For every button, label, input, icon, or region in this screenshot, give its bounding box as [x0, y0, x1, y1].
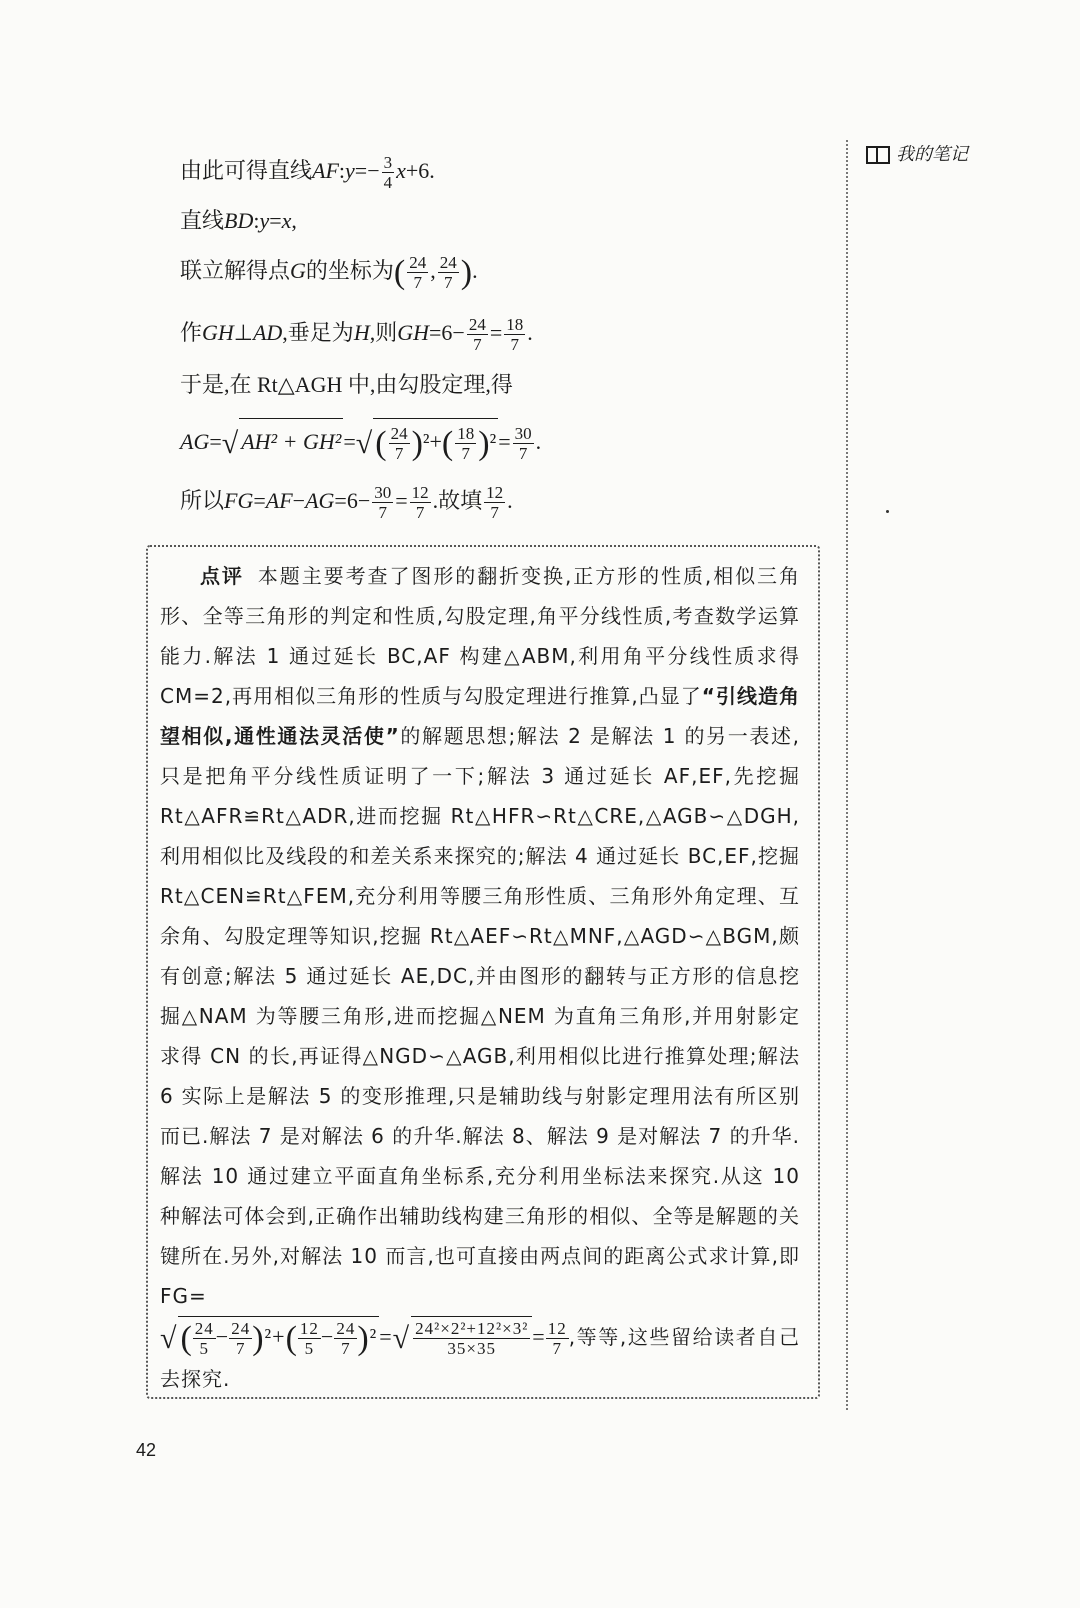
- var: y: [259, 208, 270, 233]
- comment-tail: ,等等,这些留给读者自己去探究.: [160, 1325, 800, 1391]
- text: 的坐标为: [305, 258, 394, 283]
- text: 所以: [180, 488, 225, 513]
- line-fg: [180, 478, 513, 524]
- text: =: [395, 488, 408, 513]
- notes-divider: [846, 140, 848, 1410]
- text: =: [343, 429, 356, 454]
- text: +6.: [405, 158, 435, 183]
- text: 于是,在 Rt△AGH 中,由勾股定理,得: [180, 372, 513, 397]
- comment-paragraph: 本题主要考查了图形的翻折变换,正方形的性质,相似三角形、全等三角形的判定和性质,勾股定理,角平分线性质,考查数学运算能力.解法 1 通过延长 BC,AF 构建△ABM,利用角平分线性质求得 CM=2,再用相似三角形的性质与勾股定理进行推算,凸显了: [160, 564, 800, 708]
- var: BD: [224, 208, 254, 233]
- var: H: [353, 320, 370, 345]
- text: 由此可得直线: [180, 158, 313, 183]
- text: =: [269, 208, 282, 233]
- text: .: [472, 258, 478, 283]
- comment-paragraph: 的解题思想;解法 2 是解法 1 的另一表述,只是把角平分线性质证明了一下;解法 3 通过延长 AF,EF,先挖掘 Rt△AFR≌Rt△ADR,进而挖掘 Rt△HFR∽Rt△CRE,△AGB∽△DGH,利用相似比及线段的和差关系来探究的;解法 4 通过延长 BC,EF,挖掘 Rt△CEN≌Rt△FEM,充分利用等腰三角形性质、三角形外角定理、互余角、勾股定理等知识,挖掘 Rt△AEF∽Rt△MNF,△AGD∽△BGM,颇有创意;解法 5 通过延长 AE,DC,并由图形的翻转与正方形的信息挖掘△NAM 为等腰三角形,进而挖掘△NEM 为直角三角形,并用射影定求得 CN 的长,再证得△NGD∽△AGB,利用相似比进行推算处理;解法 6 实际上是解法 5 的变形推理,只是辅助线与射影定理用法有所区别而已.解法 7 是对解法 6 的升华.解法 8、解法 9 是对解法 7 的升华.解法 10 通过建立平面直角坐标系,充分利用坐标法来探究.从这 10 种解法可体会到,正确作出辅助线构建三角形的相似、全等是解题的关键所在.另外,对解法 10 而言,也可直接由两点间的距离公式求计算,即 FG=: [160, 724, 800, 1308]
- comment-text: [160, 556, 800, 1399]
- var: AF: [312, 158, 339, 183]
- var: AG: [180, 429, 210, 454]
- var: G: [290, 258, 306, 283]
- text: 作: [180, 320, 203, 345]
- radicand: ( $\frac{24}{7}$ )²+( $\frac{18}{7}$ )²: [373, 418, 498, 465]
- fraction: $\frac{12}{7}$: [411, 483, 429, 523]
- text: ,: [291, 208, 297, 233]
- var: FG: [224, 488, 254, 513]
- line-rt-agh: [180, 362, 513, 408]
- text: .: [535, 429, 542, 454]
- text: ⊥: [233, 320, 253, 345]
- text: 直线: [180, 208, 225, 233]
- notes-label: 我的笔记: [896, 144, 968, 165]
- text: .: [527, 320, 533, 345]
- var: y: [345, 158, 355, 183]
- page-number: 42: [136, 1440, 157, 1460]
- book-icon: [866, 146, 890, 164]
- var: AD: [252, 320, 283, 345]
- text: :: [338, 158, 346, 183]
- fraction: $\frac{12}{7}$: [486, 483, 504, 523]
- line-point-g: 联立解得点G的坐标为( $\frac{24}{7}$ , $\frac{24}{7}$ ).: [180, 253, 478, 293]
- margin-dot: [886, 510, 889, 513]
- fraction: $\frac{30}{7}$: [514, 424, 532, 464]
- text: =: [209, 429, 222, 454]
- var: GH: [202, 320, 234, 345]
- text: .故填: [432, 488, 483, 513]
- notes-header: [866, 140, 968, 166]
- var: x: [396, 158, 406, 183]
- text: ,则: [369, 320, 398, 345]
- text: =: [253, 488, 266, 513]
- text: ,垂足为: [282, 320, 354, 345]
- fraction: $\frac{24}{7}$: [439, 253, 457, 293]
- text: 联立解得点: [180, 258, 291, 283]
- line-ag: AG=√ AH² + GH²=√( $\frac{24}{7}$ )²+( $\frac{18}{7}$ )²= $\frac{30}{7}$ .: [180, 418, 541, 467]
- var: AF: [265, 488, 293, 513]
- text: =6−: [429, 320, 465, 345]
- text: .: [507, 488, 513, 513]
- text: =−: [354, 158, 380, 183]
- line-gh: [180, 310, 533, 356]
- var: AG: [305, 488, 335, 513]
- text: =6−: [334, 488, 371, 513]
- text: −: [292, 488, 306, 513]
- fraction: $\frac{18}{7}$: [506, 315, 524, 355]
- line-bd-equation: [180, 198, 297, 244]
- distance-formula: √( $\frac{24}{5}$ − $\frac{24}{7}$ )²+( $\frac{12}{5}$ − $\frac{24}{7}$ )²=√ $\frac{\text{24²×2²+12²×3²}}{35\times 35}$ = $\frac{12}{7}$: [160, 1324, 569, 1349]
- comment-highlight: “引线造角望相似,通性通法灵活使”: [160, 684, 800, 748]
- var: GH: [397, 320, 429, 345]
- text: =: [489, 320, 503, 345]
- fraction: $\frac{30}{7}$: [374, 483, 392, 523]
- line-af-equation: [180, 148, 435, 194]
- fraction: $\frac{24}{7}$: [409, 253, 427, 293]
- radicand: AH² + GH²: [239, 418, 343, 465]
- fraction: $\frac{3}{4}$: [383, 153, 393, 193]
- comment-lead: 点评: [200, 564, 244, 588]
- text: :: [253, 208, 260, 233]
- fraction: $\frac{24}{7}$: [468, 315, 486, 355]
- text: =: [498, 429, 511, 454]
- var: x: [281, 208, 292, 233]
